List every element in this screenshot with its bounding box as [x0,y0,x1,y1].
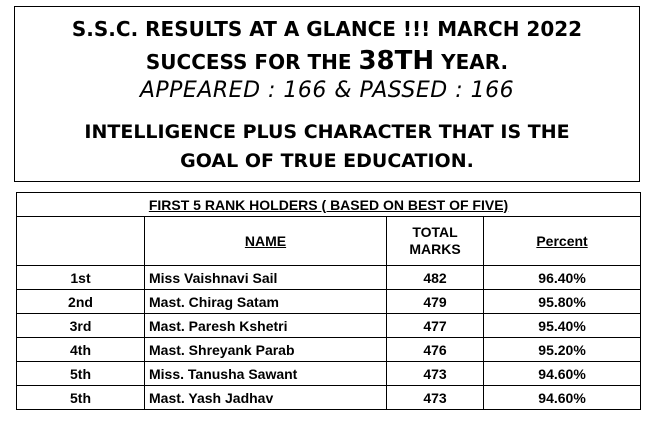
table-row [17,338,641,362]
marks-cell: 473 [387,386,484,410]
banner-motto-line1: INTELLIGENCE PLUS CHARACTER THAT IS THE [84,121,570,143]
rank-cell: 5th [17,362,145,386]
rank-cell: 5th [17,386,145,410]
header-marks-line2: MARKS [409,241,461,257]
rank-cell: 1st [17,266,145,290]
table-row [17,290,641,314]
header-name [145,217,387,266]
percent-cell: 94.60% [484,386,641,410]
header-total-marks [387,217,484,266]
table-row [17,386,641,410]
banner-motto-line2: GOAL OF TRUE EDUCATION. [180,150,474,172]
rank-cell: 3rd [17,314,145,338]
percent-cell: 95.80% [484,290,641,314]
rank-cell: 2nd [17,290,145,314]
header-marks-line1: TOTAL [412,224,458,240]
table-row [17,266,641,290]
banner-success-line [15,46,639,76]
rank-cell: 4th [17,338,145,362]
header-percent [484,217,641,266]
name-cell: Mast. Paresh Kshetri [145,314,387,338]
marks-cell: 482 [387,266,484,290]
header-name-text: NAME [244,232,287,249]
percent-cell: 95.40% [484,314,641,338]
marks-cell: 476 [387,338,484,362]
table-title-row [17,193,641,217]
marks-cell: 477 [387,314,484,338]
banner-appeared-passed: APPEARED : 166 & PASSED : 166 [139,78,515,103]
header-rank [17,217,145,266]
percent-cell: 94.60% [484,362,641,386]
banner-success-prefix: SUCCESS FOR THE [145,50,352,74]
name-cell: Miss Vaishnavi Sail [145,266,387,290]
banner-headline: S.S.C. RESULTS AT A GLANCE !!! MARCH 2022 [71,17,583,41]
rank-holders-table [16,192,641,410]
banner-success-suffix: YEAR. [441,50,509,74]
table-header-row [17,217,641,266]
results-banner [14,6,640,182]
marks-cell: 473 [387,362,484,386]
name-cell: Miss. Tanusha Sawant [145,362,387,386]
percent-cell: 95.20% [484,338,641,362]
banner-success-number: 38TH [358,46,435,76]
percent-cell: 96.40% [484,266,641,290]
name-cell: Mast. Chirag Satam [145,290,387,314]
name-cell: Mast. Shreyank Parab [145,338,387,362]
name-cell: Mast. Yash Jadhav [145,386,387,410]
table-row [17,314,641,338]
table-title-text: FIRST 5 RANK HOLDERS ( BASED ON BEST OF FIVE) [148,196,509,213]
marks-cell: 479 [387,290,484,314]
header-percent-text: Percent [536,232,588,249]
table-title [17,193,641,217]
table-row [17,362,641,386]
